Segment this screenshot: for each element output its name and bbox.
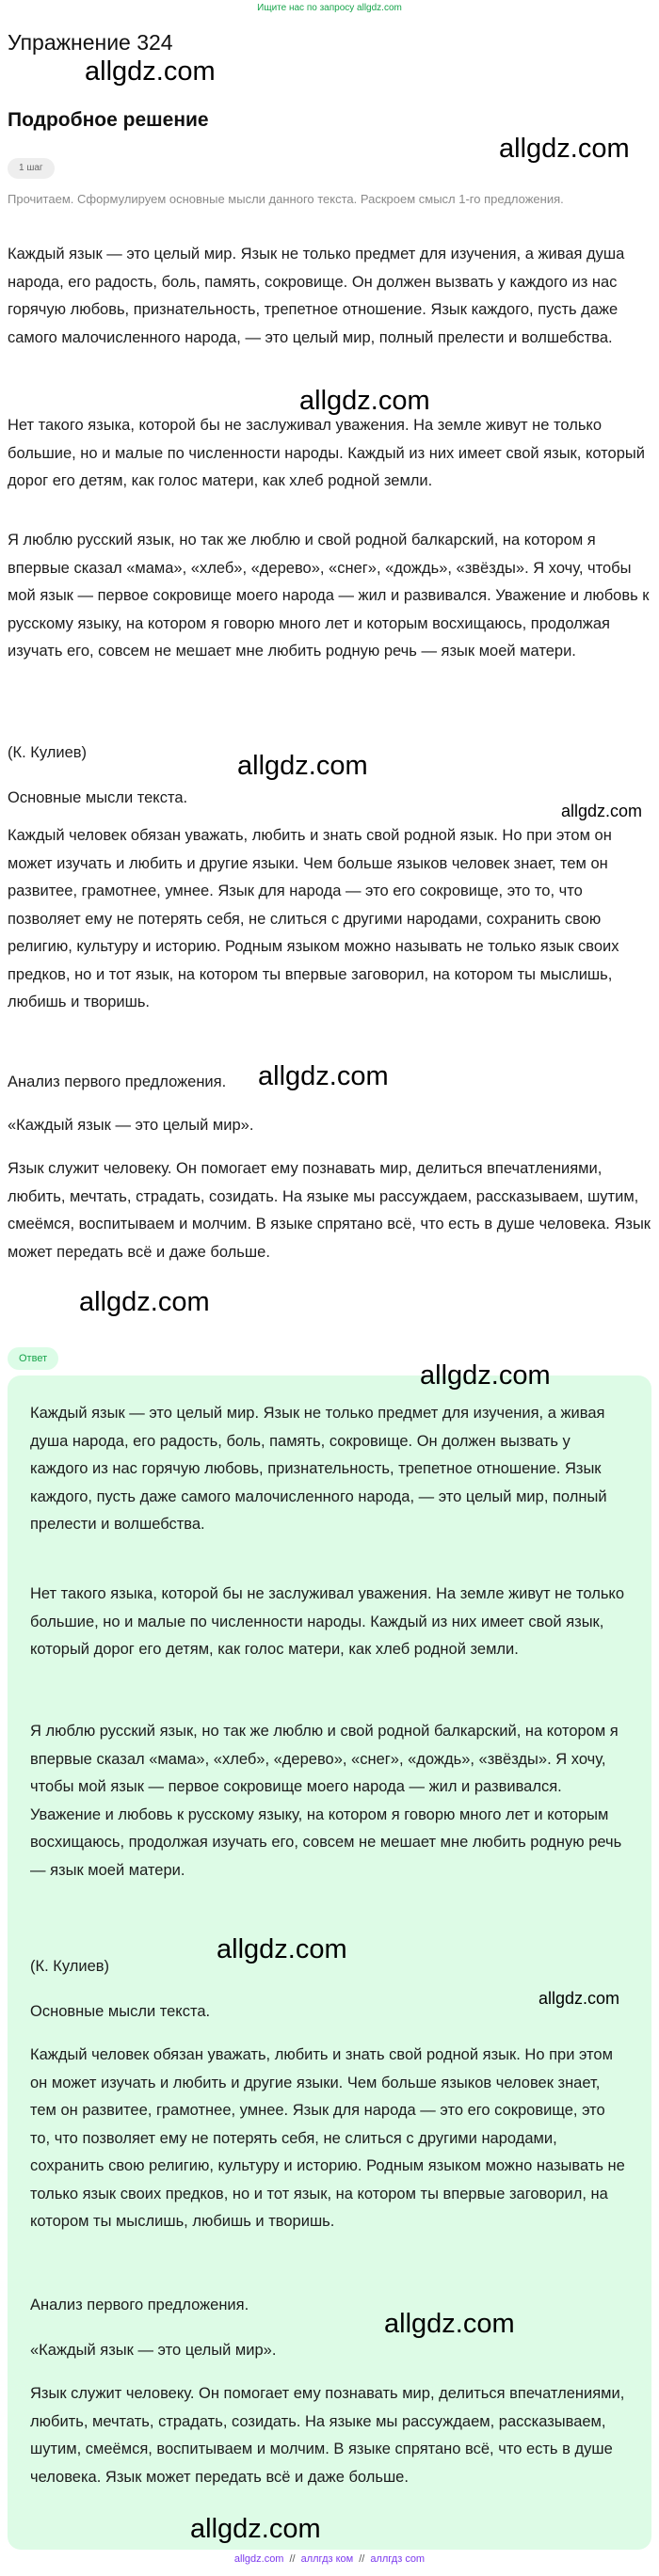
footer-separator: // — [359, 2553, 365, 2565]
answer-paragraph-3: Я люблю русский язык, но так же люблю и свой родной балкарский, на котором я впервые сказал «мама», «хлеб», «дерево», «снег», «дождь», «звёзды». Я хочу, чтобы мой язык — первое сокровище моего народа — жил и развивался. Уважение и любовь к русскому языку, на котором я говорю много лет и которым восхищаюсь, продолжая изучать его, совсем не мешает мне любить родную речь — язык моей матери. — [30, 1723, 622, 1879]
solution-paragraph-2: Нет такого языка, которой бы не заслуживал уважения. На земле живут не только большие, но и малые по численности народы. Каждый из них имеет свой язык, который дорог его детям, как голос матери, как хлеб родной земли. — [8, 417, 645, 489]
footer-link-3[interactable]: аллгдз com — [370, 2553, 426, 2565]
watermark: allgdz.com — [561, 802, 643, 820]
watermark: allgdz.com — [190, 2514, 321, 2544]
solution-paragraph-5: Язык служит человеку. Он помогает ему познавать мир, делиться впечатлениями, любить, мечтать, страдать, созидать. На языке мы рассуждаем, рассказываем, шутим, смеёмся, воспитываем и молчим. В языке спрятано всё, что есть в душе человека. Язык может передать всё и даже больше. — [8, 1160, 651, 1261]
answer-paragraph-5: Язык служит человеку. Он помогает ему познавать мир, делиться впечатлениями, любить, мечтать, страдать, созидать. На языке мы рассуждаем, рассказываем, шутим, смеёмся, воспитываем и молчим. В языке спрятано всё, что есть в душе человека. Язык может передать всё и даже больше. — [30, 2385, 625, 2486]
watermark: allgdz.com — [237, 751, 368, 781]
answer-paragraph-4: Каждый человек обязан уважать, любить и знать свой родной язык. Но при этом он может изучать и любить и другие языки. Чем больше языков человек знает, тем он развитее, грамотнее, умнее. Язык для народа — это его сокровище, это то, что позволяет ему не потерять себя, не слиться с другими народами, сохранить свою религию, культуру и историю. Родным языком можно называть не только язык своих предков, но и тот язык, на котором ты впервые заговорил, на котором ты мыслишь, любишь и творишь. — [30, 2046, 625, 2230]
solution-paragraph-1: Каждый язык — это целый мир. Язык не только предмет для изучения, а живая душа народа, его радость, боль, память, сокровище. Он должен вызвать у каждого из нас горячую любовь, признательность, трепетное отношение. Язык каждого, пусть даже самого малочисленного народа, — это целый мир, полный прелести и волшебства. — [8, 246, 625, 346]
solution-analysis-label: Анализ первого предложения. — [8, 1073, 227, 1090]
watermark: allgdz.com — [420, 1360, 551, 1391]
footer-links — [0, 2553, 659, 2565]
solution-quote: «Каждый язык — это целый мир». — [8, 1117, 254, 1134]
watermark: allgdz.com — [217, 1934, 347, 1964]
answer-quote: «Каждый язык — это целый мир». — [30, 2342, 277, 2359]
task-hint: Прочитаем. Сформулируем основные мысли данного текста. Раскроем смысл 1-го предложения. — [8, 192, 564, 206]
watermark: allgdz.com — [538, 1989, 620, 2008]
answer-paragraph-1: Каждый язык — это целый мир. Язык не только предмет для изучения, а живая душа народа, его радость, боль, память, сокровище. Он должен вызвать у каждого из нас горячую любовь, признательность, трепетное отношение. Язык каждого, пусть даже самого малочисленного народа, — это целый мир, полный прелести и волшебства. — [30, 1405, 607, 1533]
solution-main-ideas-label: Основные мысли текста. — [8, 789, 188, 806]
watermark: allgdz.com — [384, 2309, 515, 2339]
section-title: Подробное решение — [8, 109, 209, 131]
answer-badge: Ответ — [8, 1347, 58, 1370]
watermark: allgdz.com — [258, 1061, 389, 1091]
footer-link-1[interactable]: allgdz.com — [233, 2553, 284, 2565]
watermark: allgdz.com — [499, 134, 630, 164]
page-title: Упражнение 324 — [8, 30, 173, 55]
answer-main-ideas-label: Основные мысли текста. — [30, 2003, 211, 2020]
solution-paragraph-4: Каждый человек обязан уважать, любить и знать свой родной язык. Но при этом он может изучать и любить и другие языки. Чем больше языков человек знает, тем он развитее, грамотнее, умнее. Язык для народа — это его сокровище, это то, что позволяет ему не потерять себя, не слиться с другими народами, сохранить свою религию, культуру и историю. Родным языком можно называть не только язык своих предков, но и тот язык, на котором ты впервые заговорил, на котором ты мыслишь, любишь и творишь. — [8, 827, 619, 1010]
footer-separator: // — [289, 2553, 296, 2565]
step-badge: 1 шаг — [8, 158, 55, 179]
answer-author: (К. Кулиев) — [30, 1958, 110, 1975]
watermark: allgdz.com — [79, 1287, 210, 1317]
solution-author: (К. Кулиев) — [8, 744, 88, 761]
footer-link-2[interactable]: аллгдз ком — [300, 2553, 354, 2565]
solution-paragraph-3: Я люблю русский язык, но так же люблю и свой родной балкарский, на котором я впервые сказал «мама», «хлеб», «дерево», «снег», «дождь», «звёзды». Я хочу, чтобы мой язык — первое сокровище моего народа — жил и развивался. Уважение и любовь к русскому языку, на котором я говорю много лет и которым восхищаюсь, продолжая изучать его, совсем не мешает мне любить родную речь — язык моей матери. — [8, 532, 650, 660]
watermark: allgdz.com — [85, 56, 216, 87]
answer-analysis-label: Анализ первого предложения. — [30, 2297, 249, 2314]
search-hint-link[interactable]: Ищите нас по запросу allgdz.com — [257, 3, 402, 13]
watermark: allgdz.com — [299, 386, 430, 416]
answer-paragraph-2: Нет такого языка, которой бы не заслуживал уважения. На земле живут не только большие, но и малые по численности народы. Каждый из них имеет свой язык, который дорог его детям, как голос матери, как хлеб родной земли. — [30, 1585, 625, 1658]
